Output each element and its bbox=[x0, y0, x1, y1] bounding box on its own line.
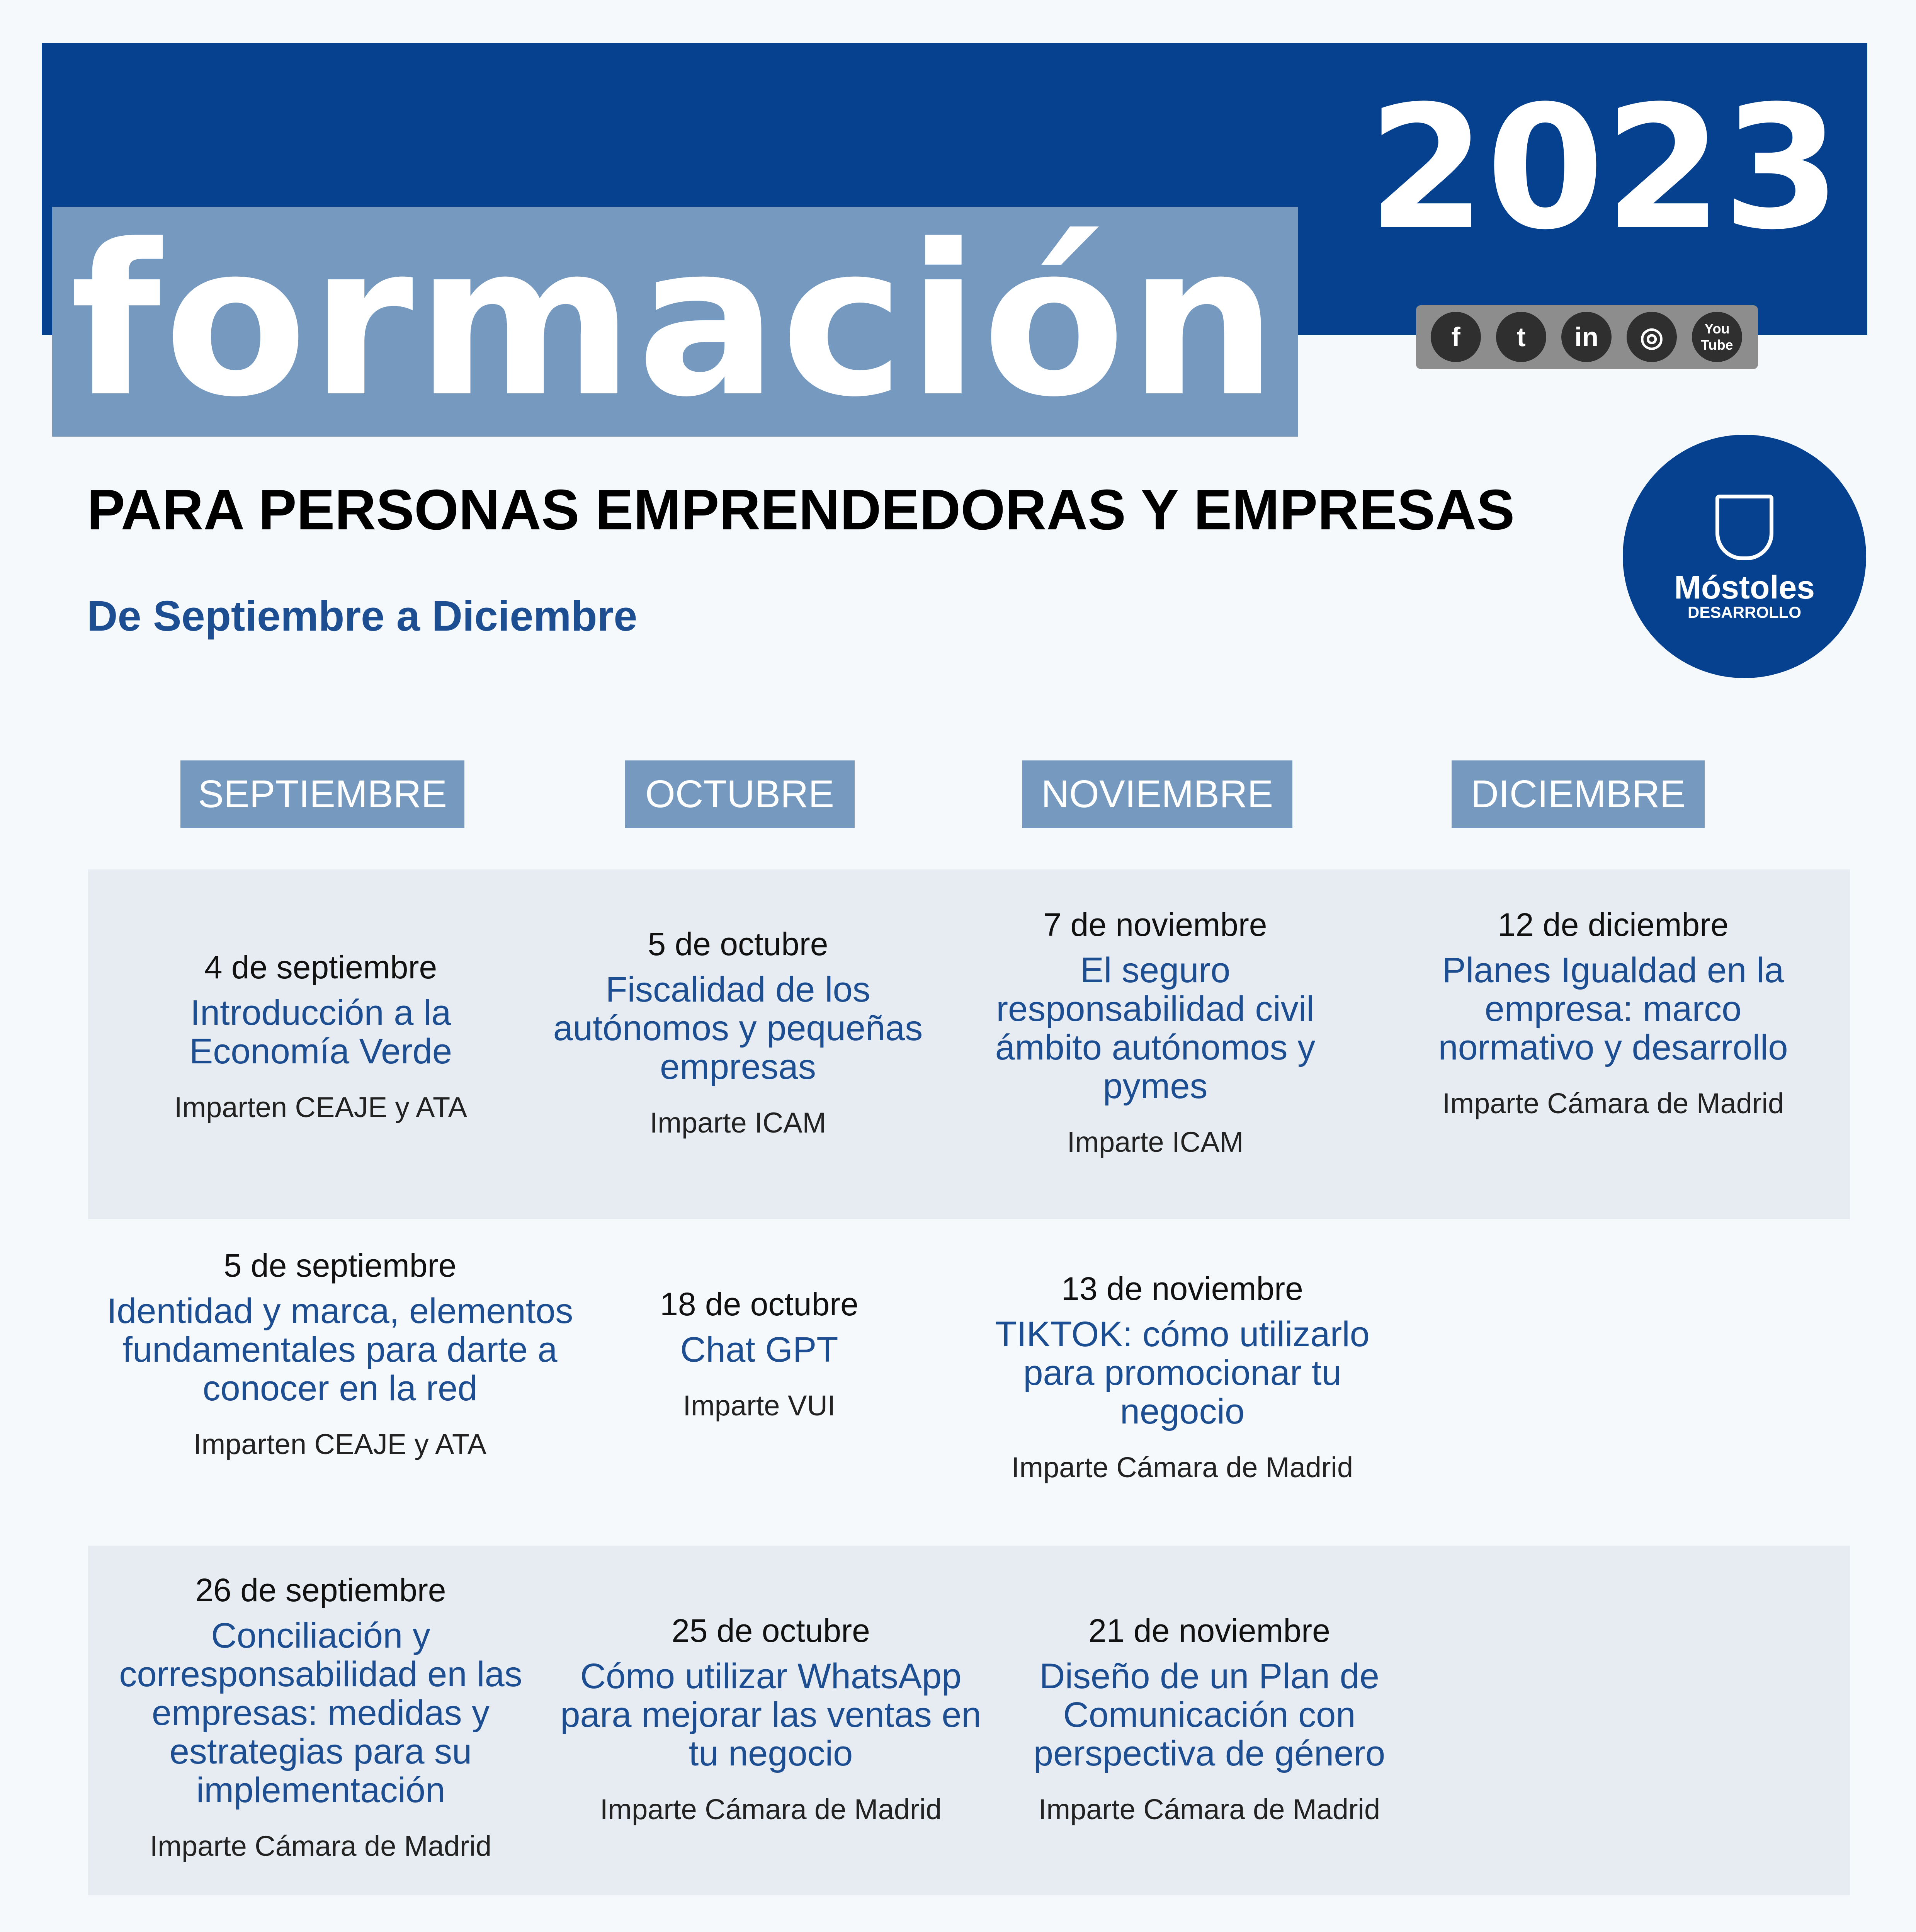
course-date: 7 de noviembre bbox=[1043, 906, 1267, 943]
course-block bbox=[100, 1567, 541, 1866]
linkedin-icon[interactable]: in bbox=[1561, 312, 1612, 362]
course-teacher: Imparte Cámara de Madrid bbox=[1011, 1451, 1353, 1483]
course-date: 26 de septiembre bbox=[195, 1572, 446, 1608]
course-teacher: Imparte Cámara de Madrid bbox=[600, 1793, 942, 1825]
course-date: 12 de diciembre bbox=[1498, 906, 1729, 943]
page-title: formación bbox=[70, 200, 1280, 443]
course-block bbox=[529, 921, 947, 1142]
course-date: 18 de octubre bbox=[660, 1286, 859, 1322]
course-teacher: Imparten CEAJE y ATA bbox=[174, 1091, 468, 1123]
month-header-octubre: OCTUBRE bbox=[625, 760, 855, 828]
course-title: Planes Igualdad en la empresa: marco normativo y desarrollo bbox=[1438, 951, 1788, 1067]
month-header-diciembre: DICIEMBRE bbox=[1452, 760, 1705, 828]
facebook-icon[interactable]: f bbox=[1431, 312, 1481, 362]
course-title: TIKTOK: cómo utilizarlo para promocionar tu negocio bbox=[995, 1315, 1370, 1431]
course-teacher: Imparte ICAM bbox=[649, 1107, 826, 1139]
subtitle: PARA PERSONAS EMPRENDEDORAS Y EMPRESAS bbox=[87, 478, 1515, 542]
course-block bbox=[603, 1281, 916, 1425]
instagram-icon[interactable]: ◎ bbox=[1627, 312, 1677, 362]
course-block bbox=[1406, 901, 1820, 1123]
course-block bbox=[147, 944, 495, 1127]
course-date: 13 de noviembre bbox=[1061, 1270, 1303, 1307]
course-teacher: Imparten CEAJE y ATA bbox=[193, 1428, 487, 1460]
course-teacher: Imparte Cámara de Madrid bbox=[150, 1830, 492, 1862]
course-date bbox=[997, 1928, 1422, 1932]
course-block bbox=[558, 1607, 983, 1829]
course-teacher: Imparte Cámara de Madrid bbox=[1442, 1087, 1784, 1119]
youtube-icon[interactable]: You Tube bbox=[1692, 312, 1742, 362]
course-title: El seguro responsabilidad civil ámbito autónomos y pymes bbox=[995, 951, 1316, 1106]
course-teacher: Imparte ICAM bbox=[1067, 1126, 1244, 1158]
course-date: 5 de octubre bbox=[648, 926, 828, 962]
course-title: Fiscalidad de los autónomos y pequeñas empresas bbox=[553, 970, 923, 1087]
logo-subname: DESARROLLO bbox=[1688, 603, 1801, 621]
course-block bbox=[997, 1607, 1422, 1829]
course-title: Introducción a la Economía Verde bbox=[189, 993, 452, 1071]
course-date: 21 de noviembre bbox=[1088, 1612, 1330, 1649]
course-title: Diseño de un Plan de Comunicación con perspectiva de género bbox=[1033, 1656, 1386, 1773]
period-label: De Septiembre a Diciembre bbox=[87, 592, 638, 640]
course-title: Identidad y marca, elementos fundamentales para darte a conocer en la red bbox=[107, 1291, 573, 1408]
course-teacher: Imparte Cámara de Madrid bbox=[1038, 1793, 1380, 1825]
social-bar bbox=[1416, 305, 1758, 369]
month-header-septiembre: SEPTIEMBRE bbox=[180, 760, 464, 828]
month-header-noviembre: NOVIEMBRE bbox=[1022, 760, 1292, 828]
course-date: 5 de septiembre bbox=[223, 1247, 457, 1284]
course-title: Conciliación y corresponsabilidad en las empresas: medidas y estrategias para su implementación bbox=[119, 1616, 522, 1810]
course-date: 4 de septiembre bbox=[204, 949, 437, 985]
course-teacher: Imparte VUI bbox=[683, 1389, 836, 1422]
course-title: Cómo utilizar WhatsApp para mejorar las ventas en tu negocio bbox=[560, 1656, 981, 1773]
shield-icon bbox=[1715, 495, 1773, 560]
course-block bbox=[997, 1928, 1422, 1932]
twitter-icon[interactable]: t bbox=[1496, 312, 1546, 362]
logo-name: Móstoles bbox=[1674, 569, 1815, 605]
course-block bbox=[85, 1242, 595, 1464]
course-date: 25 de octubre bbox=[672, 1612, 870, 1649]
course-block bbox=[974, 1265, 1391, 1487]
course-title: Chat GPT bbox=[680, 1330, 838, 1369]
course-block bbox=[962, 901, 1348, 1162]
year-label: 2023 bbox=[1368, 69, 1841, 267]
